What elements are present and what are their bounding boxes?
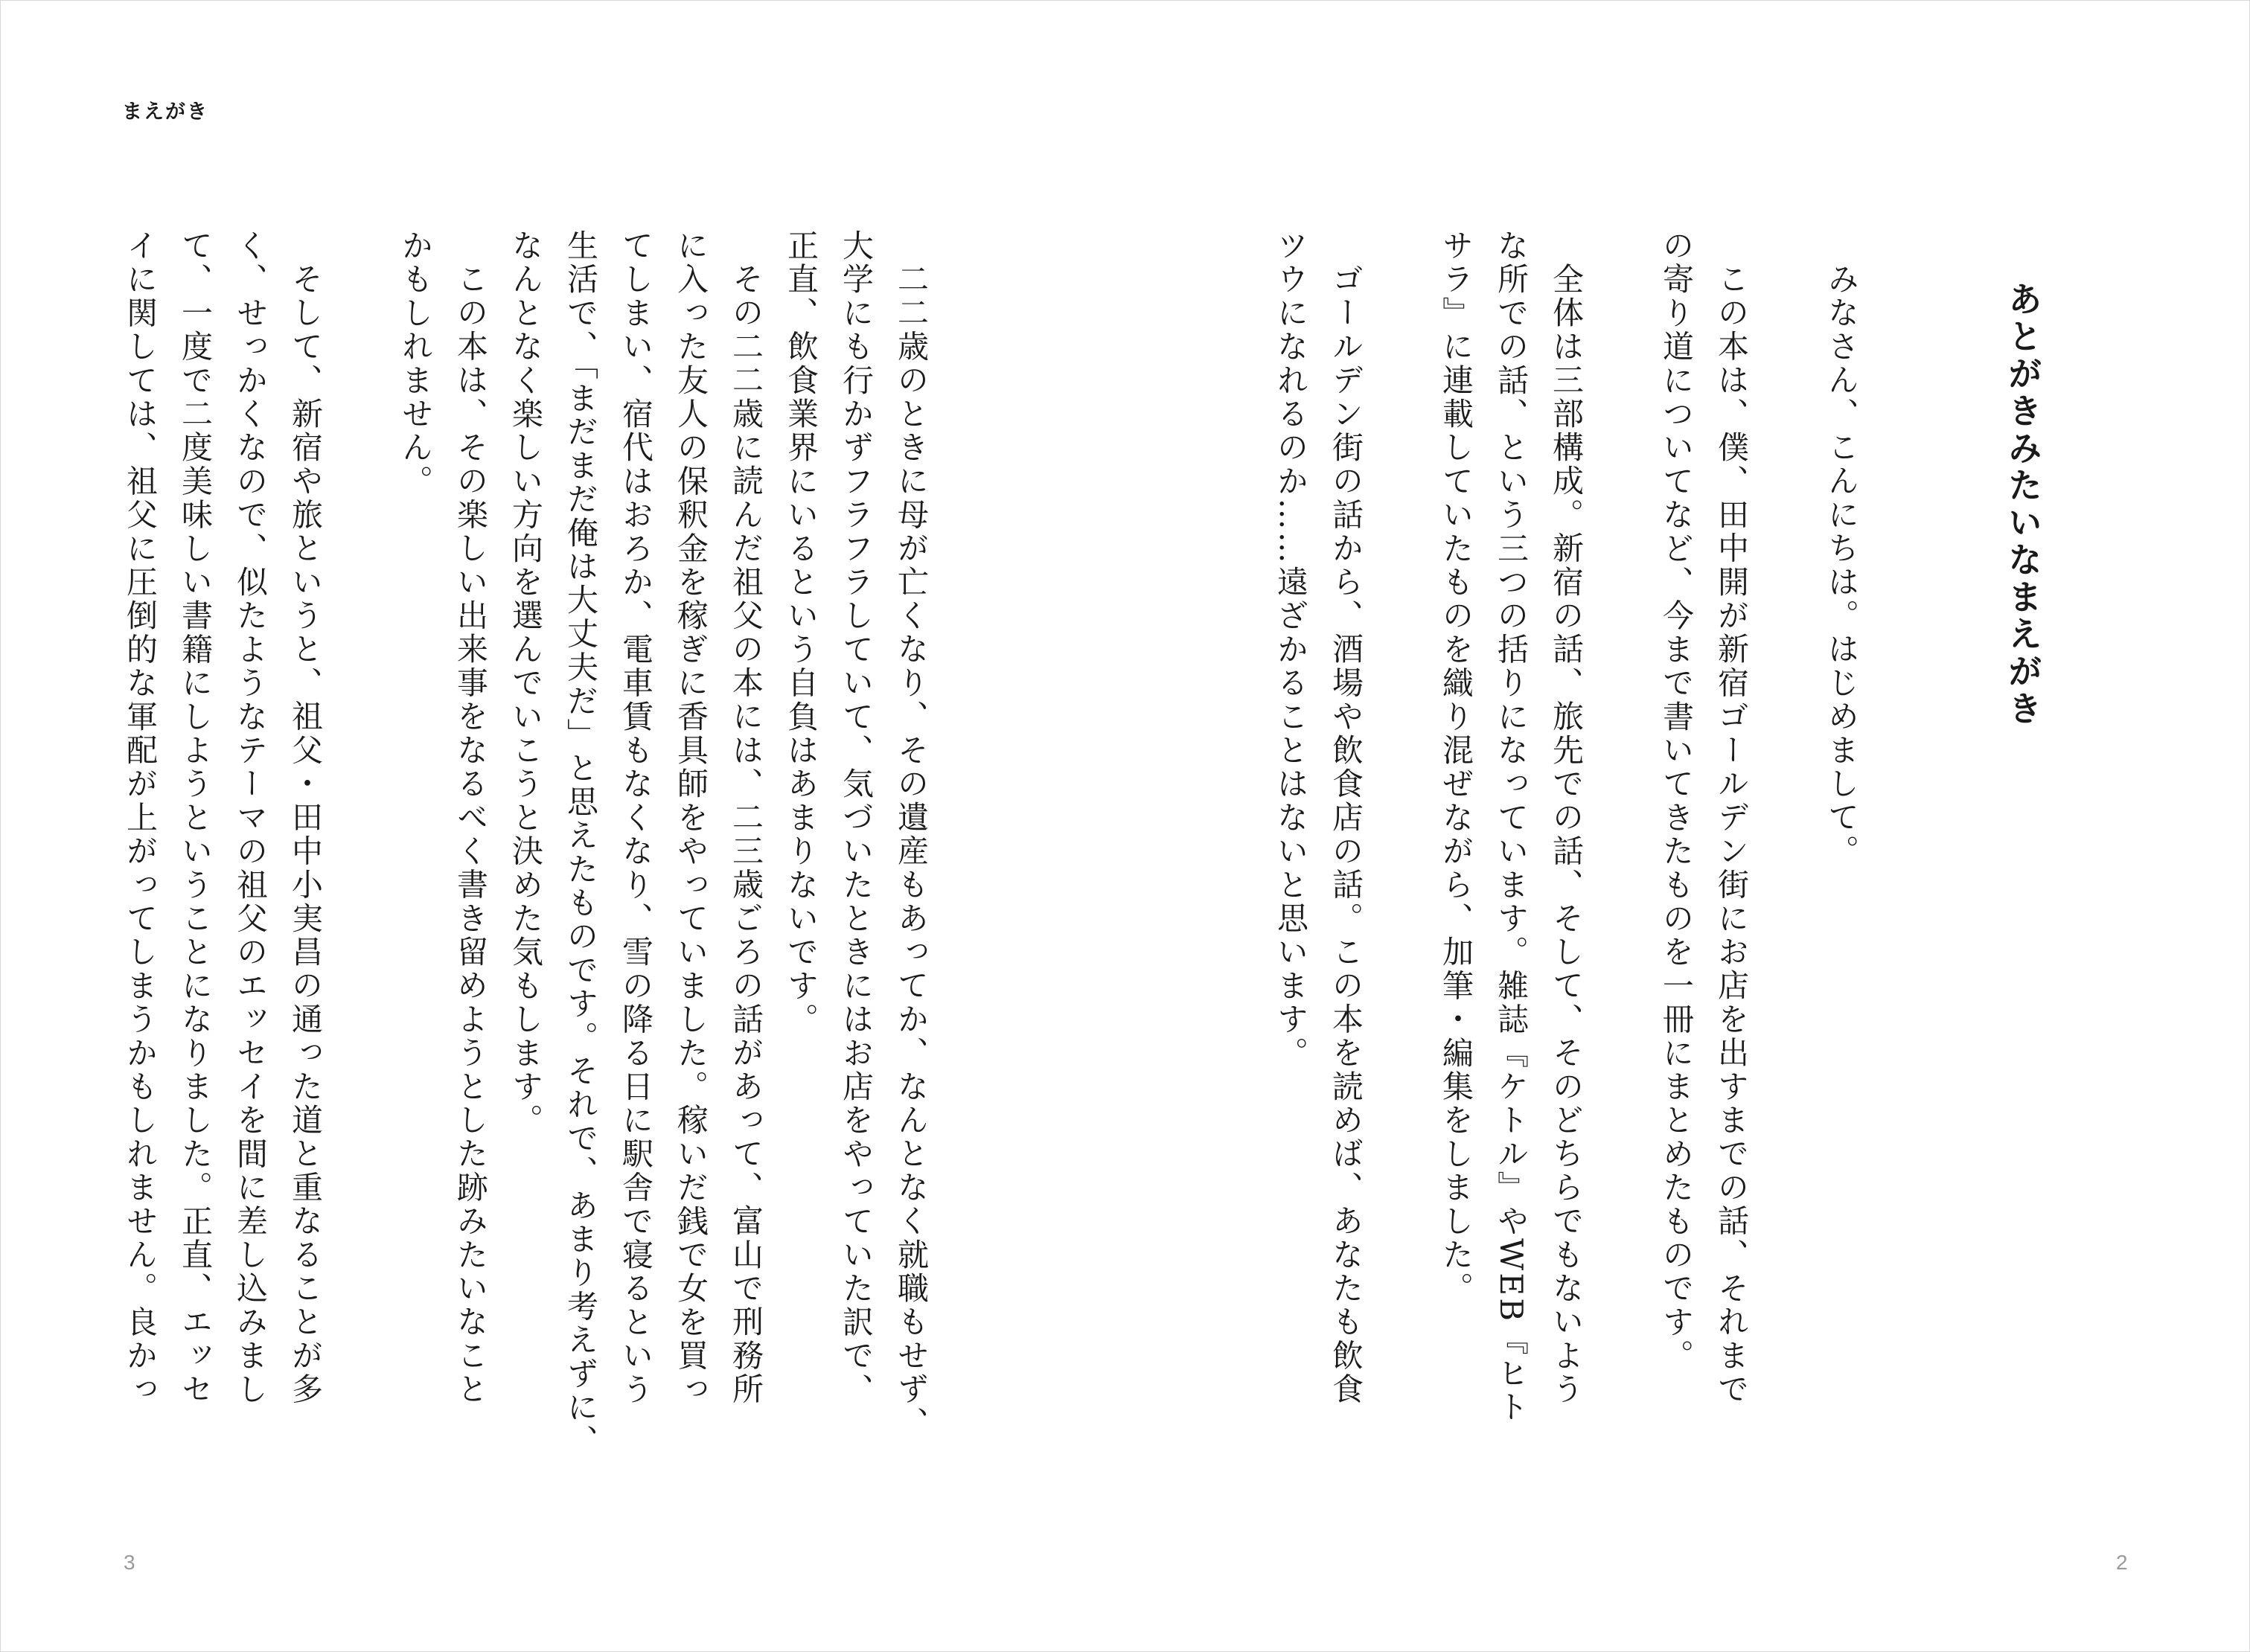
text-line: て、一度で二度美味しい書籍にしようということになりました。正直、エッセ bbox=[177, 229, 214, 1406]
text-line: ツウになれるのか……遠ざかることはないと思います。 bbox=[1273, 229, 1309, 1070]
text-line: 二二歳のときに母が亡くなり、その遺産もあってか、なんとなく就職もせず、 bbox=[893, 263, 930, 1440]
paragraph-gap bbox=[1594, 229, 1649, 1420]
running-head: まえがき bbox=[122, 100, 208, 124]
text-line: この本は、その楽しい出来事をなるべく書き留めようとした跡みたいなこと bbox=[453, 263, 489, 1406]
text-line: の寄り道についてなど、今まで書いてきたものを一冊にまとめたものです。 bbox=[1658, 229, 1695, 1373]
text-line: みなさん、こんにちは。はじめまして。 bbox=[1824, 263, 1860, 868]
text-line: 生活で、「まだまだ俺は大丈夫だ」と思えたものです。それで、あまり考えずに、 bbox=[563, 229, 599, 1459]
text-line: 大学にも行かずフラフラしていて、気づいたときにはお店をやっていた訳で、 bbox=[838, 229, 875, 1406]
text-line: 正直、飲食業界にいるという自負はあまりないです。 bbox=[783, 229, 819, 1037]
text-line: く、せっかくなので、似たようなテーマの祖父のエッセイを間に差し込みまし bbox=[232, 229, 269, 1406]
text-line: なんとなく楽しい方向を選んでいこうと決めた気もします。 bbox=[508, 229, 544, 1138]
text-line: サラ』に連載していたものを織り混ぜながら、加筆・編集をしました。 bbox=[1438, 229, 1474, 1306]
text-line: ゴールデン街の話から、酒場や飲食店の話。この本を読めば、あなたも飲食 bbox=[1328, 263, 1364, 1406]
paragraph-gap bbox=[333, 229, 388, 1420]
text-line: な所での話、という三つの括りになっています。雑誌『ケトル』やWEB『ヒト bbox=[1493, 229, 1530, 1424]
paragraph-gap bbox=[1373, 229, 1428, 1420]
text-line: そして、新宿や旅というと、祖父・田中小実昌の通った道と重なることが多 bbox=[287, 263, 324, 1406]
left-page-text bbox=[112, 229, 939, 1459]
text-line: かもしれません。 bbox=[397, 229, 434, 499]
text-line: その二二歳に読んだ祖父の本には、二三歳ごろの話があって、富山で刑務所 bbox=[728, 263, 764, 1406]
text-line: に入った友人の保釈金を稼ぎに香具師をやっていました。稼いだ銭で女を買っ bbox=[673, 229, 709, 1406]
page-number-right: 2 bbox=[2116, 1551, 2128, 1574]
text-line: イに関しては、祖父に圧倒的な軍配が上がってしまうかもしれません。良かっ bbox=[122, 229, 159, 1406]
paragraph-gap bbox=[1759, 229, 1814, 1420]
text-line: この本は、僕、田中開が新宿ゴールデン街にお店を出すまでの話、それまで bbox=[1713, 263, 1750, 1406]
chapter-title: あとがきみたいなまえがき bbox=[2003, 281, 2043, 728]
right-page-text bbox=[1263, 229, 1869, 1424]
text-line: てしまい、宿代はおろか、電車賃もなくなり、雪の降る日に駅舎で寝るという bbox=[618, 229, 654, 1406]
page-number-left: 3 bbox=[124, 1551, 135, 1574]
text-line: 全体は三部構成。新宿の話、旅先での話、そして、そのどちらでもないよう bbox=[1548, 263, 1585, 1406]
